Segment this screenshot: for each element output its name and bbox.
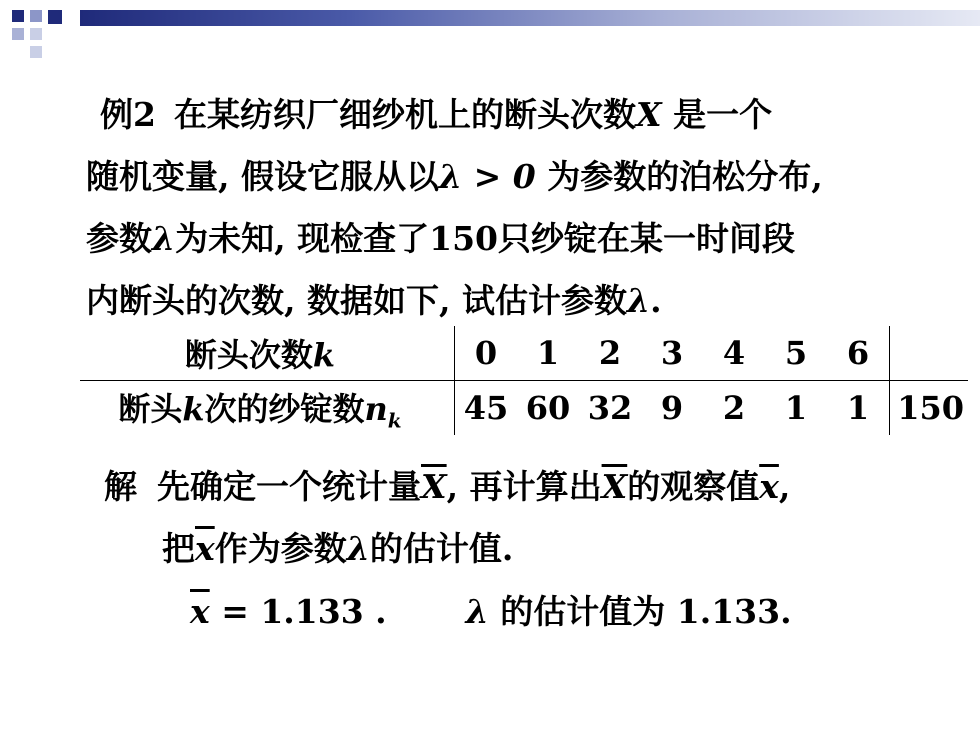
example-text: . [650,281,662,320]
table-row [80,326,968,381]
example-text: 为参数的泊松分布, [547,157,823,196]
table-cell: 2 [722,389,746,427]
table-cell: 4 [703,326,765,381]
corner-square [30,10,42,22]
lambda-condition: λ > 0 [438,157,536,196]
table-total-cell: 150 [890,381,969,436]
corner-square [12,28,24,40]
table-cell: 3 [641,326,703,381]
solution-line-2 [104,518,934,580]
example-line-3 [86,208,926,270]
corner-square [30,46,42,58]
table-cell: 60 [525,389,571,427]
lambda-symbol: λ [465,592,489,631]
example-text: 随机变量, 假设它服从以 [86,157,439,196]
solution-text: , 再计算出 [446,467,602,506]
example-tag: 例2 [100,95,156,134]
example-text: 内断头的次数, 数据如下, 试估计参数 [86,281,627,320]
table-cell-empty [890,326,969,381]
variable-x: X [635,95,662,134]
lambda-estimate: 的估计值为 1.133. [500,592,792,631]
example-text: 在某纺织厂细纱机上的断头次数 [173,95,636,134]
table-cell: 5 [765,326,827,381]
header-bar [80,10,980,26]
table-cell: 6 [827,326,890,381]
corner-square [12,10,24,22]
table-cell: 45 [463,389,509,427]
solution-text: 作为参数 [214,529,347,568]
table-header-cell: 断头次数k [80,326,455,381]
result-line [190,586,792,633]
solution-text: 的估计值. [369,529,514,568]
solution-paragraph [104,456,934,580]
example-text: 参数 [86,219,152,258]
table-row [80,381,968,436]
table-cell: 1 [784,389,808,427]
example-text: 为未知, 现检查了150只纱锭在某一时间段 [175,219,796,258]
lambda-symbol: λ [346,529,370,568]
solution-text: 先确定一个统计量 [157,467,421,506]
corner-square [30,28,42,40]
table-cell: 1 [846,389,870,427]
solution-text: 把 [162,529,195,568]
table-cell: 0 [455,326,518,381]
variable-x-bar: $\overline{X}$ [421,467,447,506]
example-paragraph [86,84,926,332]
solution-line-1 [104,456,934,518]
variable-xbar-observed: $\overline{x}$ [195,529,215,568]
lambda-symbol: λ [626,281,651,320]
example-line-2 [86,146,926,208]
table-cell: 32 [587,389,633,427]
solution-label: 解 [104,467,137,506]
lambda-symbol: λ [152,219,176,258]
variable-xbar-observed: $\overline{x}$ [190,592,210,631]
solution-text: 的观察值 [627,467,760,506]
xbar-value: = 1.133 . [221,592,387,631]
table-cell: 1 [517,326,579,381]
corner-square [48,10,62,24]
data-table [80,326,968,435]
example-text: 是一个 [673,95,773,134]
table-header-cell: 断头k次的纱锭数$n_k$ [80,381,455,436]
example-line-1 [86,84,926,146]
solution-text: , [778,467,791,506]
table-cell: 9 [660,389,684,427]
variable-xbar-observed: $\overline{x}$ [759,467,779,506]
variable-x-bar: $\overline{X}$ [601,467,628,506]
table-cell: 2 [579,326,641,381]
example-line-4 [86,270,926,332]
